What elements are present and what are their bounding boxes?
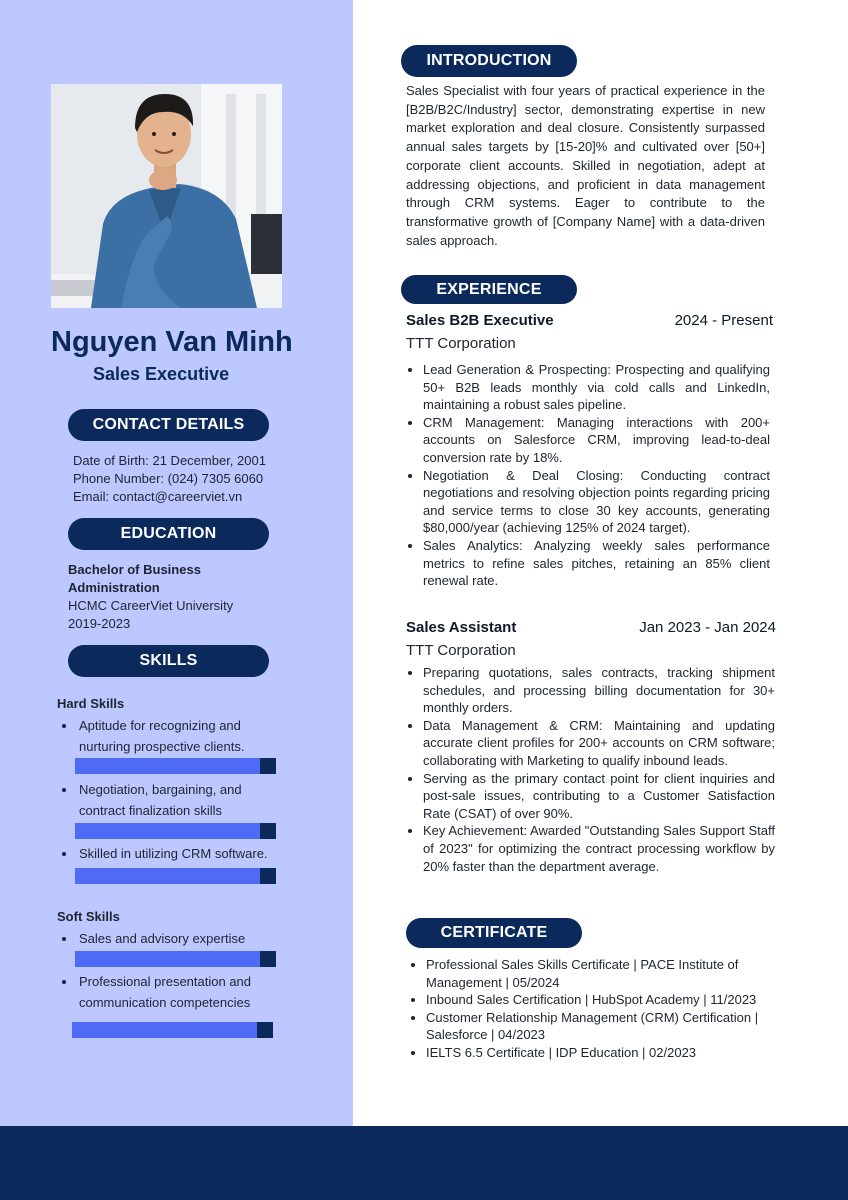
skill-line-1: Professional presentation and <box>79 974 252 989</box>
hard-skill-item <box>62 843 292 864</box>
job-bullet: Lead Generation & Prospecting: Prospecting and qualifying 50+ B2B leads monthly via cold calls and LinkedIn, maintaining a robust sales pipeline. <box>406 361 770 414</box>
certificate-item: Inbound Sales Certification | HubSpot Academy | 11/2023 <box>409 991 777 1009</box>
date-of-birth: Date of Birth: 21 December, 2001 <box>73 453 266 468</box>
skill-line-1: Negotiation, bargaining, and <box>79 782 242 797</box>
job-dates: Jan 2023 - Jan 2024 <box>639 619 776 636</box>
bullet-icon <box>62 852 66 856</box>
skill-level-cap <box>260 951 276 967</box>
candidate-name: Nguyen Van Minh <box>51 326 293 358</box>
bullet-icon <box>408 421 412 425</box>
job-title: Sales Assistant <box>406 619 517 636</box>
skill-level-bar <box>75 951 276 967</box>
skill-level-cap <box>260 823 276 839</box>
bullet-icon <box>408 474 412 478</box>
introduction-heading: INTRODUCTION <box>401 45 577 77</box>
skill-level-bar <box>72 1022 273 1038</box>
phone-number: Phone Number: (024) 7305 6060 <box>73 471 264 486</box>
hard-skills-heading: Hard Skills <box>57 696 125 711</box>
profile-photo <box>51 84 282 308</box>
skill-level-bar <box>75 823 276 839</box>
skill-line-1: Sales and advisory expertise <box>79 931 246 946</box>
skill-level-bar <box>75 868 276 884</box>
job-bullet: CRM Management: Managing interactions with 200+ accounts on Salesforce CRM, improving lead-to-deal conversion rate by 18%. <box>406 414 770 467</box>
bullet-icon <box>411 1051 415 1055</box>
skill-level-cap <box>260 758 276 774</box>
job-bullet: Data Management & CRM: Maintaining and updating accurate client profiles for 200+ accounts on CRM software; collaborating with Marketing to qualify inbound leads. <box>406 717 775 770</box>
skill-line-2: contract finalization skills <box>79 803 223 818</box>
contact-heading: CONTACT DETAILS <box>68 409 269 441</box>
hard-skill-item <box>62 779 292 821</box>
footer-band <box>0 1126 848 1200</box>
job-bullets <box>406 664 775 875</box>
job-bullet: Sales Analytics: Analyzing weekly sales performance metrics to refine sales pitches, retaining an 85% client renewal rate. <box>406 537 770 590</box>
job-bullet: Negotiation & Deal Closing: Conducting contract negotiations and resolving objection points regarding pricing and service terms to close 30 key accounts, generating $80,000/year (achieving 125% of 2024 target). <box>406 467 770 537</box>
bullet-icon <box>408 368 412 372</box>
hard-skill-item <box>62 715 292 757</box>
bullet-icon <box>62 980 66 984</box>
bullet-icon <box>411 963 415 967</box>
job-title: Sales B2B Executive <box>406 312 554 329</box>
soft-skill-item <box>62 971 292 1013</box>
skill-level-cap <box>260 868 276 884</box>
soft-skill-item <box>62 928 292 949</box>
certificate-item: IELTS 6.5 Certificate | IDP Education | 02/2023 <box>409 1044 777 1062</box>
job-bullet: Preparing quotations, sales contracts, tracking shipment schedules, and processing billing documentation for 30+ monthly orders. <box>406 664 775 717</box>
skill-line-2: communication competencies <box>79 995 251 1010</box>
candidate-role: Sales Executive <box>93 364 230 384</box>
certificate-item: Professional Sales Skills Certificate | PACE Institute of Management | 05/2024 <box>409 956 777 991</box>
email-address: Email: contact@careerviet.vn <box>73 489 243 504</box>
bullet-icon <box>62 724 66 728</box>
job-bullet: Key Achievement: Awarded "Outstanding Sales Support Staff of 2023" for optimizing the contract processing workflow by 20% faster than the department average. <box>406 822 775 875</box>
experience-heading: EXPERIENCE <box>401 275 577 304</box>
bullet-icon <box>408 544 412 548</box>
certificate-heading: CERTIFICATE <box>406 918 582 948</box>
job-bullet: Serving as the primary contact point for client inquiries and post-sale issues, contributing to a Customer Satisfaction Rate (CSAT) of over 90%. <box>406 770 775 823</box>
skill-line-1: Aptitude for recognizing and <box>79 718 241 733</box>
skill-level-bar <box>75 758 276 774</box>
skill-level-cap <box>257 1022 273 1038</box>
education-entry <box>68 561 233 633</box>
contact-details <box>73 452 266 506</box>
bullet-icon <box>411 1016 415 1020</box>
job-dates: 2024 - Present <box>674 312 773 329</box>
soft-skills-heading: Soft Skills <box>57 909 120 924</box>
bullet-icon <box>411 998 415 1002</box>
bullet-icon <box>408 829 412 833</box>
school-name: HCMC CareerViet University <box>68 598 234 613</box>
bullet-icon <box>408 724 412 728</box>
certificate-list <box>409 956 777 1062</box>
skill-line-2: nurturing prospective clients. <box>79 739 245 754</box>
bullet-icon <box>408 671 412 675</box>
degree-line-2: Administration <box>68 580 160 595</box>
company-name: TTT Corporation <box>406 335 516 352</box>
company-name: TTT Corporation <box>406 642 516 659</box>
introduction-text: Sales Specialist with four years of practical experience in the [B2B/B2C/Industry] sector, demonstrating expertise in new market exploration and deal closure. Consistently surpassed annual sales targets by [15-20]% and cultivated over [50+] corporate client accounts. Skilled in negotiation, adept at addressing objections, and proficient in data management through CRM systems. Eager to contribute to the transformative growth of [Company Name] with a data-driven sales approach. <box>406 83 765 248</box>
bullet-icon <box>408 777 412 781</box>
skills-heading: SKILLS <box>68 645 269 677</box>
job-bullets <box>406 361 770 590</box>
degree-line-1: Bachelor of Business <box>68 562 201 577</box>
certificate-item: Customer Relationship Management (CRM) Certification | Salesforce | 04/2023 <box>409 1009 777 1044</box>
bullet-icon <box>62 788 66 792</box>
bullet-icon <box>62 937 66 941</box>
education-years: 2019-2023 <box>68 616 131 631</box>
education-heading: EDUCATION <box>68 518 269 550</box>
skill-line-1: Skilled in utilizing CRM software. <box>79 846 268 861</box>
